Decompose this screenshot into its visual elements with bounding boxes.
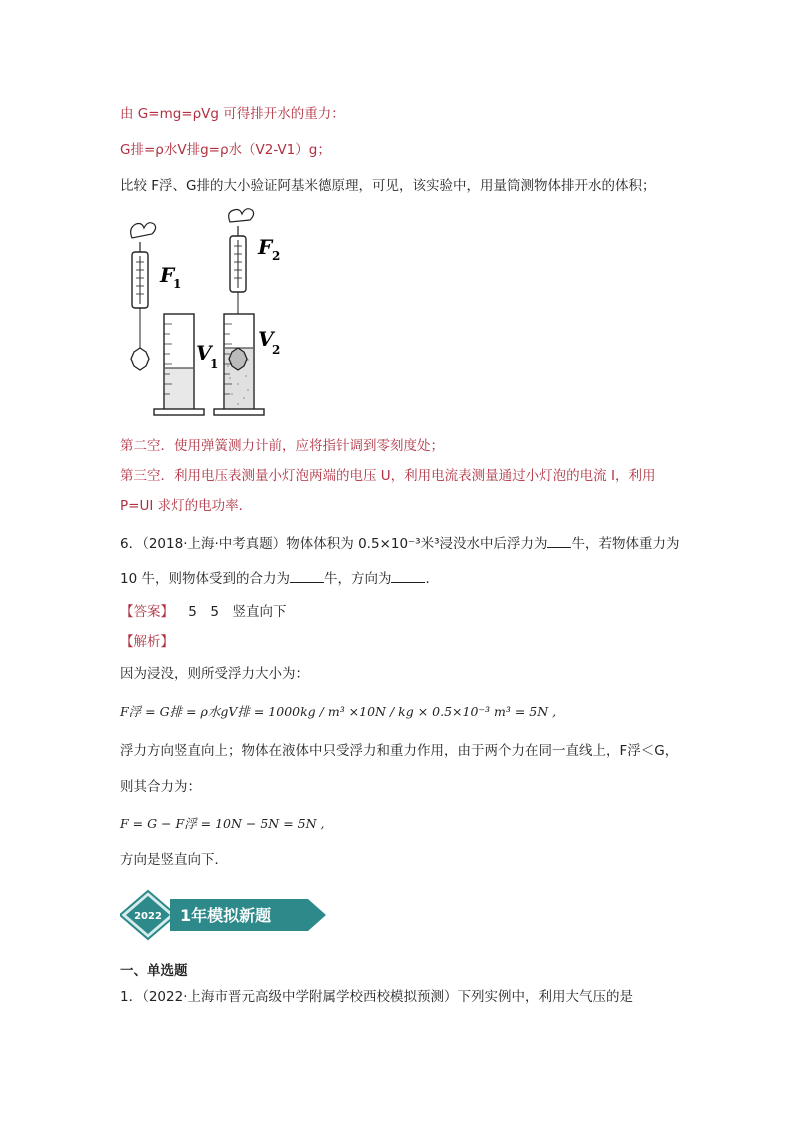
label-f2: F <box>258 235 273 259</box>
second-blank-line: 第二空．使用弹簧测力计前，应将指针调到零刻度处； <box>120 438 444 454</box>
answer-values: 5 5 竖直向下 <box>188 604 287 620</box>
label-v1-sub: 1 <box>210 357 219 371</box>
label-v2: V <box>258 327 274 351</box>
label-f1: F <box>160 263 175 287</box>
formula-buoyancy: F浮 = G排 = ρ水gV排 = 1000kg / m³ ×10N / kg × 0.5×10⁻³ m³ = 5N , <box>120 704 557 719</box>
comparison-line: 比较 F浮、G排的大小验证阿基米德原理，可见，该实验中，用量筒测物体排开水的体积； <box>120 178 656 194</box>
question-6-text-c: 10 牛，则物体受到的合力为 <box>120 571 290 587</box>
spring-scale-left <box>131 223 156 370</box>
answer-blank-1 <box>547 535 571 548</box>
question-6-text-a: 6．（2018·上海·中考真题）物体体积为 0.5×10⁻³米³浸没水中后浮力为 <box>120 536 548 552</box>
section-heading: 一、单选题 <box>120 963 188 979</box>
question-1: 1．（2022·上海市晋元高级中学附属学校西校模拟预测）下列实例中，利用大气压的是 <box>120 989 633 1005</box>
question-6-text-d: 牛，方向为 <box>323 571 392 587</box>
analysis-line-4: 方向是竖直向下． <box>120 852 228 868</box>
label-v1: V <box>196 341 212 365</box>
experiment-figure <box>120 208 300 423</box>
derivation-line-2: G排=ρ水V排g=ρ水（V2-V1）g； <box>120 142 331 158</box>
object-left <box>131 348 149 370</box>
banner-title: 1年模拟新题 <box>180 906 272 925</box>
answer-label: 【答案】 <box>120 604 174 620</box>
label-v2-sub: 2 <box>272 343 281 357</box>
answer-line <box>120 603 286 621</box>
label-f2-sub: 2 <box>272 249 281 263</box>
answer-blank-3 <box>391 570 425 583</box>
formula-net-force: F = G − F浮 = 10N − 5N = 5N , <box>120 816 325 831</box>
analysis-line-2: 浮力方向竖直向上；物体在液体中只受浮力和重力作用，由于两个力在同一直线上，F浮＜G， <box>120 743 679 759</box>
analysis-line-1: 因为浸没，则所受浮力大小为： <box>120 666 309 682</box>
derivation-line-1: 由 G=mg=ρVg 可得排开水的重力： <box>120 106 345 122</box>
third-blank-line: 第三空．利用电压表测量小灯泡两端的电压 U，利用电流表测量通过小灯泡的电流 I，利用 <box>120 468 656 484</box>
question-6-text-b: 牛，若物体重力为 <box>571 536 680 552</box>
question-6-line-1 <box>120 535 679 553</box>
label-f1-sub: 1 <box>173 277 182 291</box>
cylinder-right <box>214 314 264 415</box>
question-6-line-2 <box>120 570 439 588</box>
answer-blank-2 <box>290 570 324 583</box>
analysis-label: 【解析】 <box>120 634 174 650</box>
question-6-text-e: ． <box>425 571 439 587</box>
section-banner <box>120 887 330 943</box>
banner-year: 2022 <box>134 911 162 922</box>
third-blank-line-cont: P=UI 求灯的电功率． <box>120 498 253 514</box>
analysis-line-3: 则其合力为： <box>120 779 201 795</box>
